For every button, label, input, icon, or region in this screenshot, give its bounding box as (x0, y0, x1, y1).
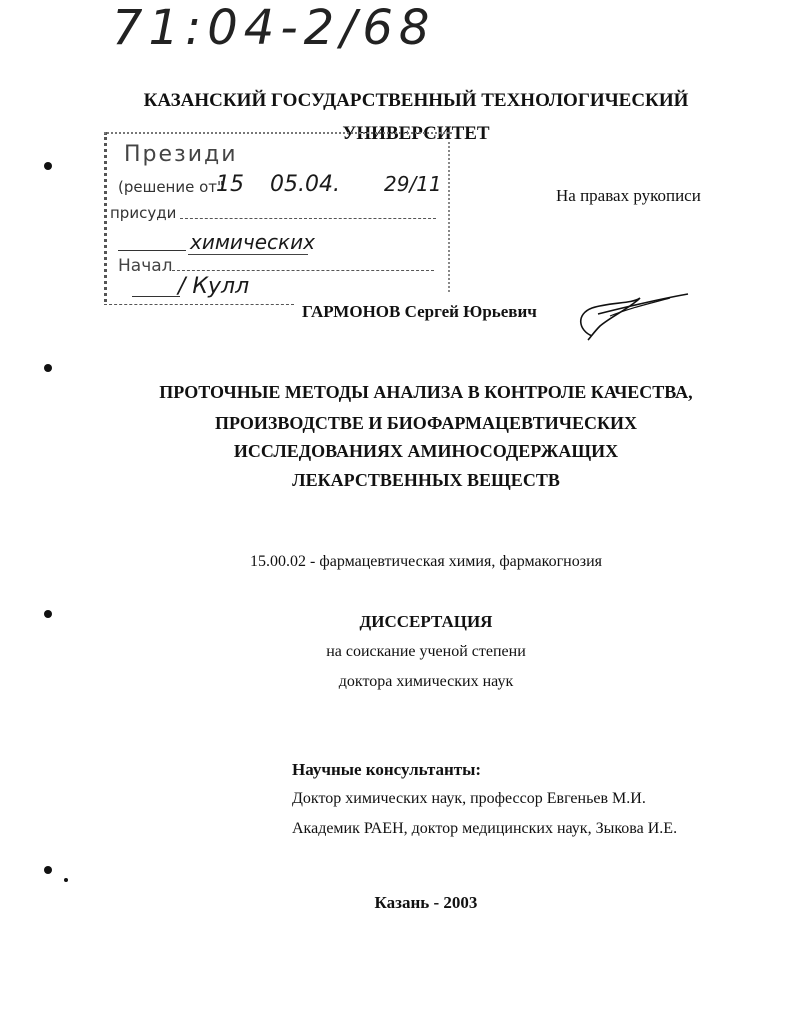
stamp-field-underline (118, 250, 186, 251)
stamp-line-presidium: Президи (124, 142, 238, 167)
title-line-2: ПРОИЗВОДСТВЕ И БИОФАРМАЦЕВТИЧЕСКИХ (214, 413, 638, 433)
university-name-line1: КАЗАНСКИЙ ГОСУДАРСТВЕННЫЙ ТЕХНОЛОГИЧЕСКИЙ (143, 90, 689, 111)
stamp-border-right (448, 142, 451, 292)
handwritten-code: 71:04-2/68 (112, 0, 436, 56)
rights-note: На правах рукописи (556, 186, 701, 205)
stamp-decision-date: 05.04. (270, 172, 340, 197)
place-year: Казань - 2003 (374, 893, 478, 912)
title-line-3: ИССЛЕДОВАНИЯХ АМИНОСОДЕРЖАЩИХ (233, 441, 619, 461)
stamp-awarded-label: присуди (110, 204, 177, 222)
specialty: 15.00.02 - фармацевтическая химия, фармакогнозия (250, 553, 602, 570)
stamp-signature: / Кулл (178, 274, 250, 299)
stamp-signature-underline (132, 296, 180, 297)
author-name: ГАРМОНОВ Сергей Юрьевич (302, 302, 537, 321)
title-line-1: ПРОТОЧНЫЕ МЕТОДЫ АНАЛИЗА В КОНТРОЛЕ КАЧЕСТВА, (159, 382, 693, 402)
author-signature (570, 286, 692, 342)
stamp-bottom-dashes (104, 304, 294, 305)
university-name-line2: УНИВЕРСИТЕТ (342, 123, 490, 144)
consultants-heading: Научные консультанты: (292, 760, 482, 779)
stamp-border-left (104, 132, 108, 302)
binding-mark-1 (44, 162, 52, 170)
stamp-border-top (104, 132, 452, 134)
binding-mark-3 (44, 610, 52, 618)
stamp-field-underline-2 (188, 254, 308, 255)
stamp-chief-label: Начал (118, 256, 173, 276)
stamp-field-word: химических (190, 230, 315, 254)
stamp-decision-number: 29/11 (384, 172, 442, 196)
stamp-faded-line (180, 218, 436, 219)
consultant-1: Доктор химических наук, профессор Евгеньев М.И. (292, 790, 646, 807)
consultant-2: Академик РАЕН, доктор медицинских наук, Зыкова И.Е. (292, 820, 678, 837)
commission-stamp (104, 132, 452, 302)
stamp-decision-label: (решение от" (118, 178, 224, 196)
work-type: ДИССЕРТАЦИЯ (359, 612, 493, 631)
degree-line-1: на соискание ученой степени (326, 643, 526, 660)
binding-mark-5 (64, 878, 68, 882)
stamp-decision-day: 15 (216, 172, 244, 197)
binding-mark-2 (44, 364, 52, 372)
stamp-chief-faded (172, 270, 434, 271)
degree-line-2: доктора химических наук (338, 673, 514, 690)
binding-mark-4 (44, 866, 52, 874)
title-line-4: ЛЕКАРСТВЕННЫХ ВЕЩЕСТВ (292, 470, 560, 490)
